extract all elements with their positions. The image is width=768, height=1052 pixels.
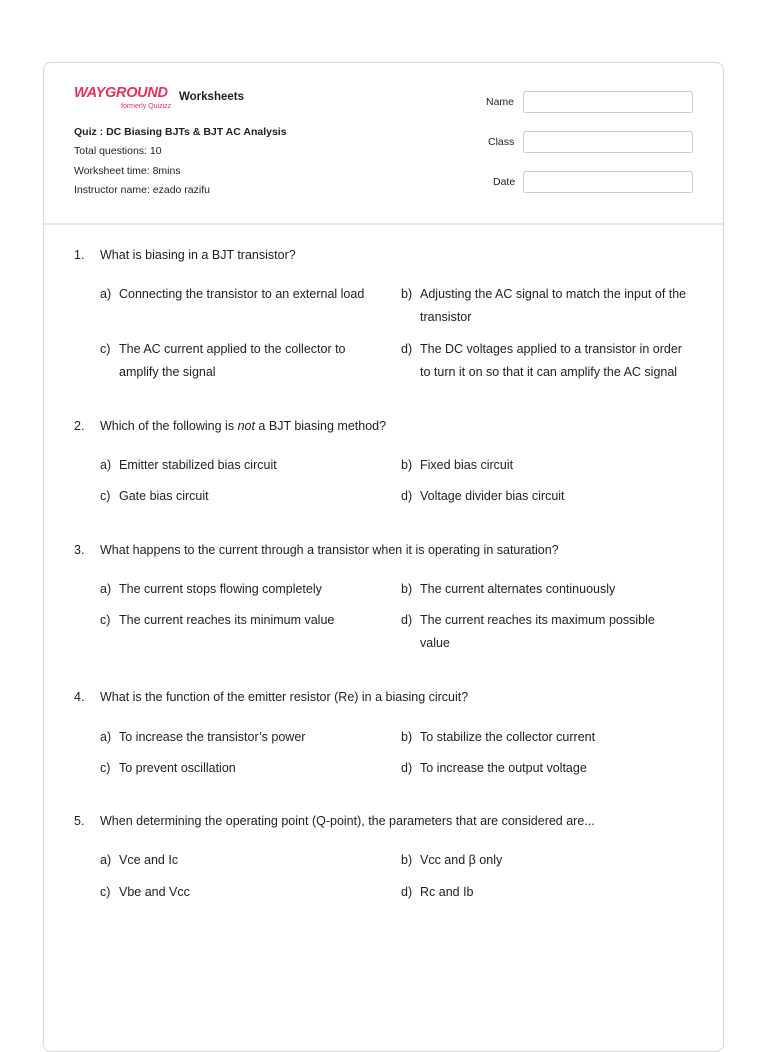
question-number: 3. xyxy=(74,543,85,557)
option-letter: b) xyxy=(401,853,413,867)
option-text: Vbe and Vcc xyxy=(119,885,190,899)
question-text-emphasis: not xyxy=(237,419,255,433)
date-label: Date xyxy=(493,176,516,188)
class-label: Class xyxy=(488,136,515,148)
worksheet-header xyxy=(44,63,723,225)
option-text: To stabilize the collector current xyxy=(420,730,596,744)
option-text: Vce and Ic xyxy=(119,853,179,867)
option-text: The current stops flowing completely xyxy=(119,582,322,596)
option-letter: d) xyxy=(401,489,413,503)
option-text: To prevent oscillation xyxy=(119,761,236,775)
logo-wordmark: WAYGROUND xyxy=(74,85,168,101)
question-text: When determining the operating point (Q-point), the parameters that are considered are... xyxy=(100,814,595,828)
option-letter: a) xyxy=(100,853,112,867)
option-text: The current reaches its minimum value xyxy=(119,613,335,627)
option-letter: a) xyxy=(100,730,112,744)
question-number: 1. xyxy=(74,248,85,262)
option-letter: c) xyxy=(100,885,111,899)
question-text: What happens to the current through a transistor when it is operating in saturation? xyxy=(100,543,559,557)
option-text: The AC current applied to the collector to amplify the signal xyxy=(119,342,346,379)
worksheet-page xyxy=(43,62,724,1052)
question-text-part: Which of the following is xyxy=(100,419,238,433)
total-questions: Total questions: 10 xyxy=(74,145,162,157)
instructor-name: Instructor name: ezado razifu xyxy=(74,184,210,196)
option-letter: c) xyxy=(100,613,111,627)
option-letter: a) xyxy=(100,287,112,301)
option-text: To increase the transistor’s power xyxy=(119,730,306,744)
option-letter: a) xyxy=(100,582,112,596)
option-text: The DC voltages applied to a transistor in order to turn it on so that it can amplify the AC signal xyxy=(420,342,682,379)
worksheet-time: Worksheet time: 8mins xyxy=(74,165,181,177)
question-number: 5. xyxy=(74,814,85,828)
option-text: Vcc and β only xyxy=(420,853,503,867)
option-text: Rc and Ib xyxy=(420,885,474,899)
question-text-part: a BJT biasing method? xyxy=(254,419,387,433)
question-number: 2. xyxy=(74,419,85,433)
quiz-title: Quiz : DC Biasing BJTs & BJT AC Analysis xyxy=(74,126,287,138)
option-text: Gate bias circuit xyxy=(119,489,209,503)
option-letter: b) xyxy=(401,582,413,596)
question-text: What is biasing in a BJT transistor? xyxy=(100,248,296,262)
option-letter: c) xyxy=(100,761,111,775)
option-text: Adjusting the AC signal to match the input of the transistor xyxy=(420,287,687,324)
option-letter: b) xyxy=(401,287,413,301)
option-text: Emitter stabilized bias circuit xyxy=(119,458,277,472)
option-letter: a) xyxy=(100,458,112,472)
option-letter: d) xyxy=(401,761,413,775)
brand-label: Worksheets xyxy=(179,91,244,103)
class-field[interactable] xyxy=(523,131,693,153)
option-text: Fixed bias circuit xyxy=(420,458,514,472)
option-letter: c) xyxy=(100,342,111,356)
question-number: 4. xyxy=(74,690,85,704)
logo-subtext: formerly Quizizz xyxy=(121,103,172,110)
option-text: Connecting the transistor to an external load xyxy=(119,287,365,301)
option-text: To increase the output voltage xyxy=(420,761,587,775)
option-letter: b) xyxy=(401,730,413,744)
option-letter: d) xyxy=(401,613,413,627)
question-text xyxy=(100,415,386,438)
option-text: Voltage divider bias circuit xyxy=(420,489,565,503)
date-field[interactable] xyxy=(523,171,693,193)
name-label: Name xyxy=(486,96,515,108)
name-field[interactable] xyxy=(523,91,693,113)
option-text: The current alternates continuously xyxy=(420,582,616,596)
option-text: The current reaches its maximum possible value xyxy=(420,613,655,650)
wayground-logo xyxy=(74,85,172,113)
option-letter: d) xyxy=(401,885,413,899)
option-letter: d) xyxy=(401,342,413,356)
question-text: What is the function of the emitter resistor (Re) in a biasing circuit? xyxy=(100,690,469,704)
option-letter: b) xyxy=(401,458,413,472)
option-letter: c) xyxy=(100,489,111,503)
